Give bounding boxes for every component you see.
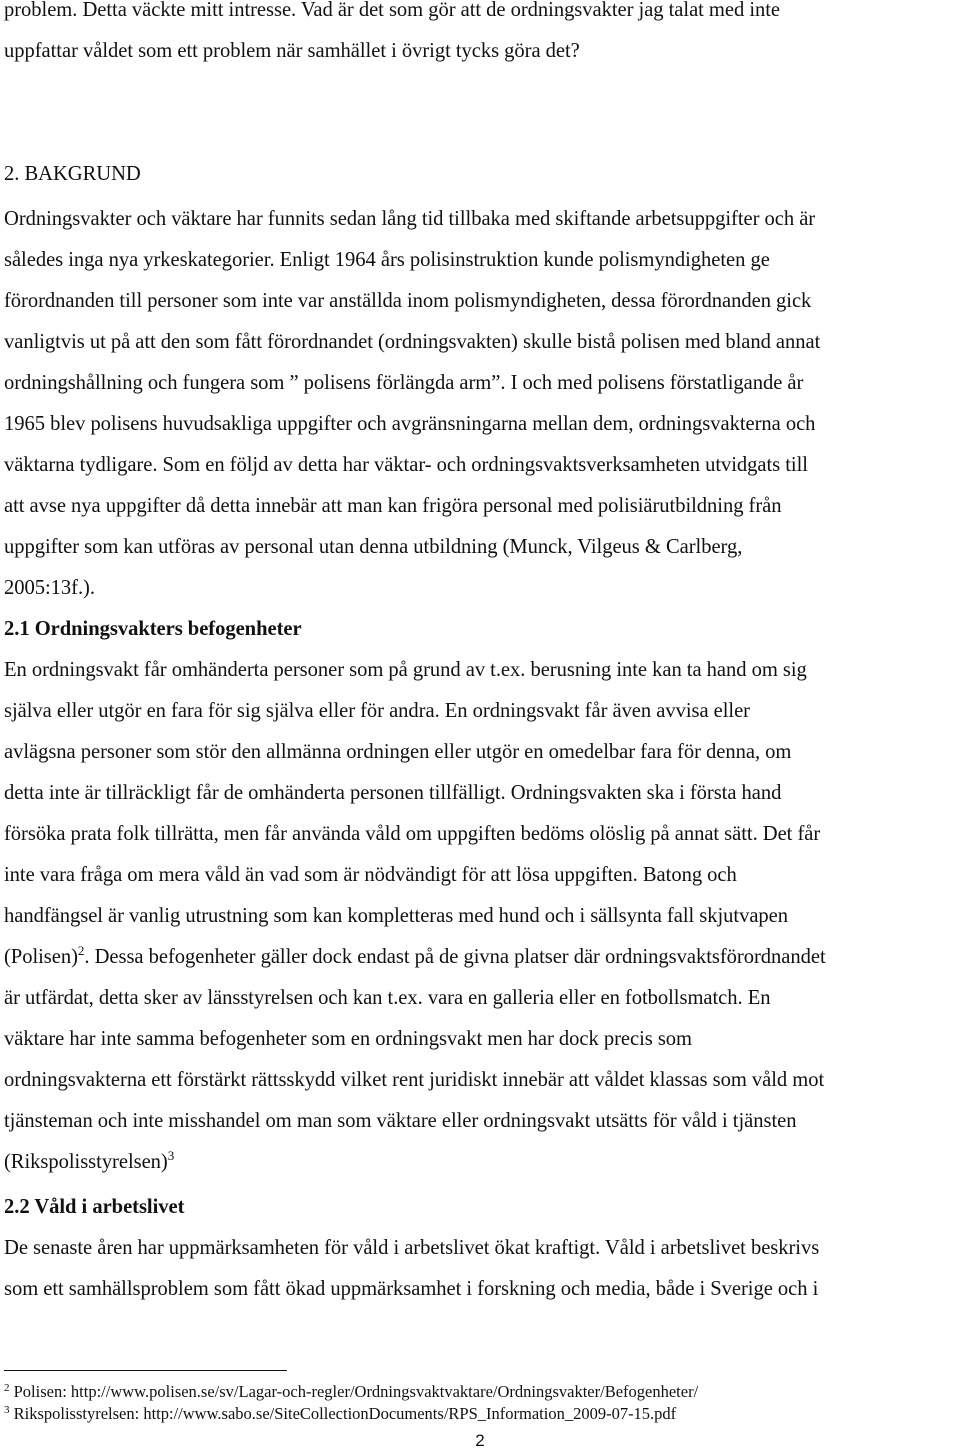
text-line: inte vara fråga om mera våld än vad som är nödvändigt för att lösa uppgiften. Batong och (4, 864, 737, 886)
section-heading-befogenheter: 2.1 Ordningsvakters befogenheter (4, 618, 302, 640)
text-line: detta inte är tillräckligt får de omhänderta personen tillfälligt. Ordningsvakten ska i första hand (4, 782, 782, 804)
text-line: att avse nya uppgifter då detta innebär att man kan frigöra personal med polisiärutbildning från (4, 495, 782, 517)
section-heading-bakgrund: 2. BAKGRUND (4, 163, 141, 185)
text-line: väktare har inte samma befogenheter som en ordningsvakt men har dock precis som (4, 1028, 693, 1050)
text-line: är utfärdat, detta sker av länsstyrelsen och kan t.ex. vara en galleria eller en fotbollsmatch. En (4, 987, 771, 1009)
text-line: ordningsvakterna ett förstärkt rättsskydd vilket rent juridiskt innebär att våldet klassas som våld mot (4, 1069, 825, 1091)
footnote-2 (4, 1381, 960, 1403)
text-line: själva eller utgör en fara för sig själva eller för andra. En ordningsvakt får även avvisa eller (4, 700, 750, 722)
footnote-number: 3 (4, 1404, 10, 1416)
text-line: uppfattar våldet som ett problem när samhället i övrigt tycks göra det? (4, 40, 580, 62)
text-line: De senaste åren har uppmärksamheten för våld i arbetslivet ökat kraftigt. Våld i arbetslivet beskrivs (4, 1237, 820, 1259)
text-line: väktarna tydligare. Som en följd av detta har väktar- och ordningsvaktsverksamheten utvidgats till (4, 454, 808, 476)
footnote-ref-2[interactable]: 2 (77, 943, 85, 958)
text-line: uppgifter som kan utföras av personal utan denna utbildning (Munck, Vilgeus & Carlberg, (4, 536, 743, 558)
citation-rikspolisstyrelsen: (Rikspolisstyrelsen) (4, 1151, 168, 1173)
document-page (4, 0, 960, 1310)
text-line: handfängsel är vanlig utrustning som kan kompletteras med hund och i sällsynta fall skjutvapen (4, 905, 788, 927)
text-line: försöka prata folk tillrätta, men får använda våld om uppgiften bedöms olöslig på annat sätt. Det får (4, 823, 821, 845)
befogenheter-paragraph (4, 650, 960, 1183)
footnote-separator (4, 1370, 287, 1371)
text-line: vanligtvis ut på att den som fått förordnandet (ordningsvakten) skulle bistå polisen med bland annat (4, 331, 821, 353)
footnote-number: 2 (4, 1382, 10, 1394)
footnotes (4, 1381, 960, 1425)
text-line-rest: . Dessa befogenheter gäller dock endast på de givna platser där ordningsvaktsförordnandet (84, 946, 826, 968)
citation-polisen: (Polisen) (4, 946, 78, 968)
text-line: således inga nya yrkeskategorier. Enligt 1964 års polisinstruktion kunde polismyndigheten ge (4, 249, 770, 271)
page-number: 2 (475, 1431, 485, 1450)
footnote-ref-3[interactable]: 3 (167, 1148, 175, 1163)
text-line: förordnanden till personer som inte var anställda inom polismyndigheten, dessa förordnanden gick (4, 290, 812, 312)
text-line: Ordningsvakter och väktare har funnits sedan lång tid tillbaka med skiftande arbetsuppgifter och är (4, 208, 816, 230)
bakgrund-paragraph (4, 199, 960, 609)
vald-paragraph (4, 1228, 960, 1310)
text-line: ordningshållning och fungera som ” polisens förlängda arm”. I och med polisens förstatligande år (4, 372, 804, 394)
text-line: som ett samhällsproblem som fått ökad uppmärksamhet i forskning och media, både i Sverige och i (4, 1278, 819, 1300)
text-line: avlägsna personer som stör den allmänna ordningen eller utgör en omedelbar fara för denna, om (4, 741, 792, 763)
footnote-text[interactable]: Rikspolisstyrelsen: http://www.sabo.se/SiteCollectionDocuments/RPS_Information_2009-07-15.pdf (9, 1404, 677, 1423)
text-line: 1965 blev polisens huvudsakliga uppgifter och avgränsningarna mellan dem, ordningsvakterna och (4, 413, 816, 435)
text-line: tjänsteman och inte misshandel om man som väktare eller ordningsvakt utsätts för våld i tjänsten (4, 1110, 797, 1132)
footnote-3 (4, 1403, 960, 1425)
text-line (4, 937, 960, 978)
text-line (4, 1142, 960, 1183)
text-line: 2005:13f.). (4, 577, 95, 599)
text-line: En ordningsvakt får omhänderta personer som på grund av t.ex. berusning inte kan ta hand om sig (4, 659, 807, 681)
text-line: problem. Detta väckte mitt intresse. Vad är det som gör att de ordningsvakter jag talat med inte (4, 0, 781, 21)
intro-paragraph (4, 0, 960, 72)
footnote-text[interactable]: Polisen: http://www.polisen.se/sv/Lagar-och-regler/Ordningsvaktvaktare/Ordningsvakter/Befogenheter/ (9, 1382, 699, 1401)
section-heading-vald-i-arbetslivet: 2.2 Våld i arbetslivet (4, 1196, 185, 1218)
